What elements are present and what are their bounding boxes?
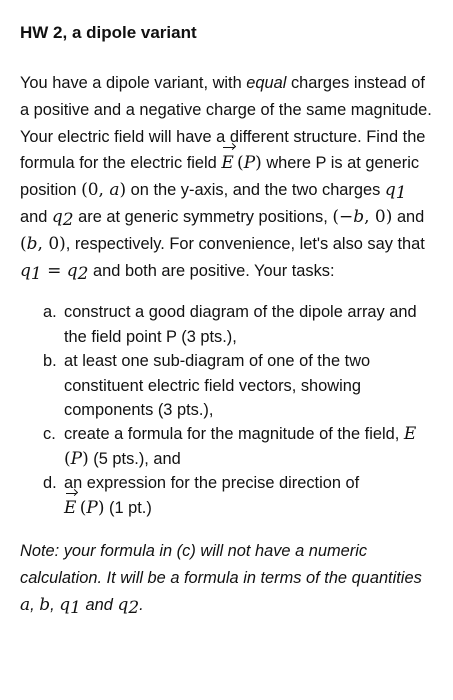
task-marker: b.	[43, 352, 57, 371]
charge-q2: $q_2$	[51, 206, 74, 230]
note-var-a: a	[20, 594, 31, 615]
direction-vector-e-symbol: E	[64, 496, 76, 520]
direction-argument: (P)	[79, 497, 105, 518]
intro-text-2: charges instead of a positive and a negative charge of the same magnitude. Your electric field will have a different structure. Find the formula for the electric field	[20, 74, 432, 173]
task-text: create a formula for the magnitude of the field,	[64, 425, 404, 444]
task-text: construct a good diagram of the dipole array and the field point P (3 pts.),	[64, 303, 417, 346]
field-argument: (P)	[237, 153, 262, 174]
intro-text-9: and both are positive. Your tasks:	[88, 261, 335, 280]
intro-text-1: You have a dipole variant, with	[20, 74, 247, 92]
task-item-a	[43, 300, 433, 349]
magnitude-e-symbol: E	[403, 424, 417, 445]
intro-text-5: and	[20, 207, 52, 226]
task-item-c	[43, 422, 433, 471]
magnitude-argument: (P)	[64, 448, 89, 469]
equation-q1-eq-q2: $q_1 = q_2$	[20, 260, 89, 284]
note-paragraph: Note: your formula in (c) will not have a numeric calculation. It will be a formula in terms of the quantities a, b, $q_1$ and $q_2$.	[20, 542, 422, 618]
task-marker: c.	[43, 425, 56, 444]
task-list	[20, 300, 433, 520]
intro-text-4: on the y-axis, and the two charges	[126, 181, 385, 200]
intro-text-8: , respectively. For convenience, let's also say that	[65, 234, 425, 253]
task-text-tail: (1 pt.)	[104, 498, 152, 517]
intro-text-7: and	[392, 207, 425, 226]
task-marker: d.	[43, 474, 57, 493]
note-var-q2: $q_2$	[117, 594, 140, 618]
task-marker: a.	[43, 303, 57, 322]
task-item-b	[43, 349, 433, 422]
intro-text-6: are at generic symmetry positions,	[73, 207, 333, 226]
position-pos-b: (b, 0)	[20, 233, 66, 254]
page-title: HW 2, a dipole variant	[20, 23, 197, 42]
problem-statement	[20, 70, 433, 284]
task-item-d	[43, 471, 433, 520]
charge-q1: $q_1$	[384, 180, 407, 204]
task-text: at least one sub-diagram of one of the two constituent electric field vectors, showing components (3 pts.),	[64, 352, 371, 419]
task-text: an expression for the precise direction of	[64, 474, 360, 493]
position-neg-b: (−b, 0)	[332, 206, 393, 227]
intro-text-3: where P is at generic position	[20, 154, 420, 200]
note-var-b: b	[39, 594, 51, 615]
task-text-tail: (5 pts.), and	[88, 449, 181, 468]
vector-e-symbol: E	[221, 150, 233, 177]
note-text: Note: your formula in (c) will not have a numeric calculation. It will be a formula in terms of the quantities	[20, 542, 422, 587]
note-var-q1: $q_1$	[59, 594, 81, 618]
point-position: (0, a)	[81, 180, 127, 201]
emphasis-equal: equal	[246, 74, 287, 92]
